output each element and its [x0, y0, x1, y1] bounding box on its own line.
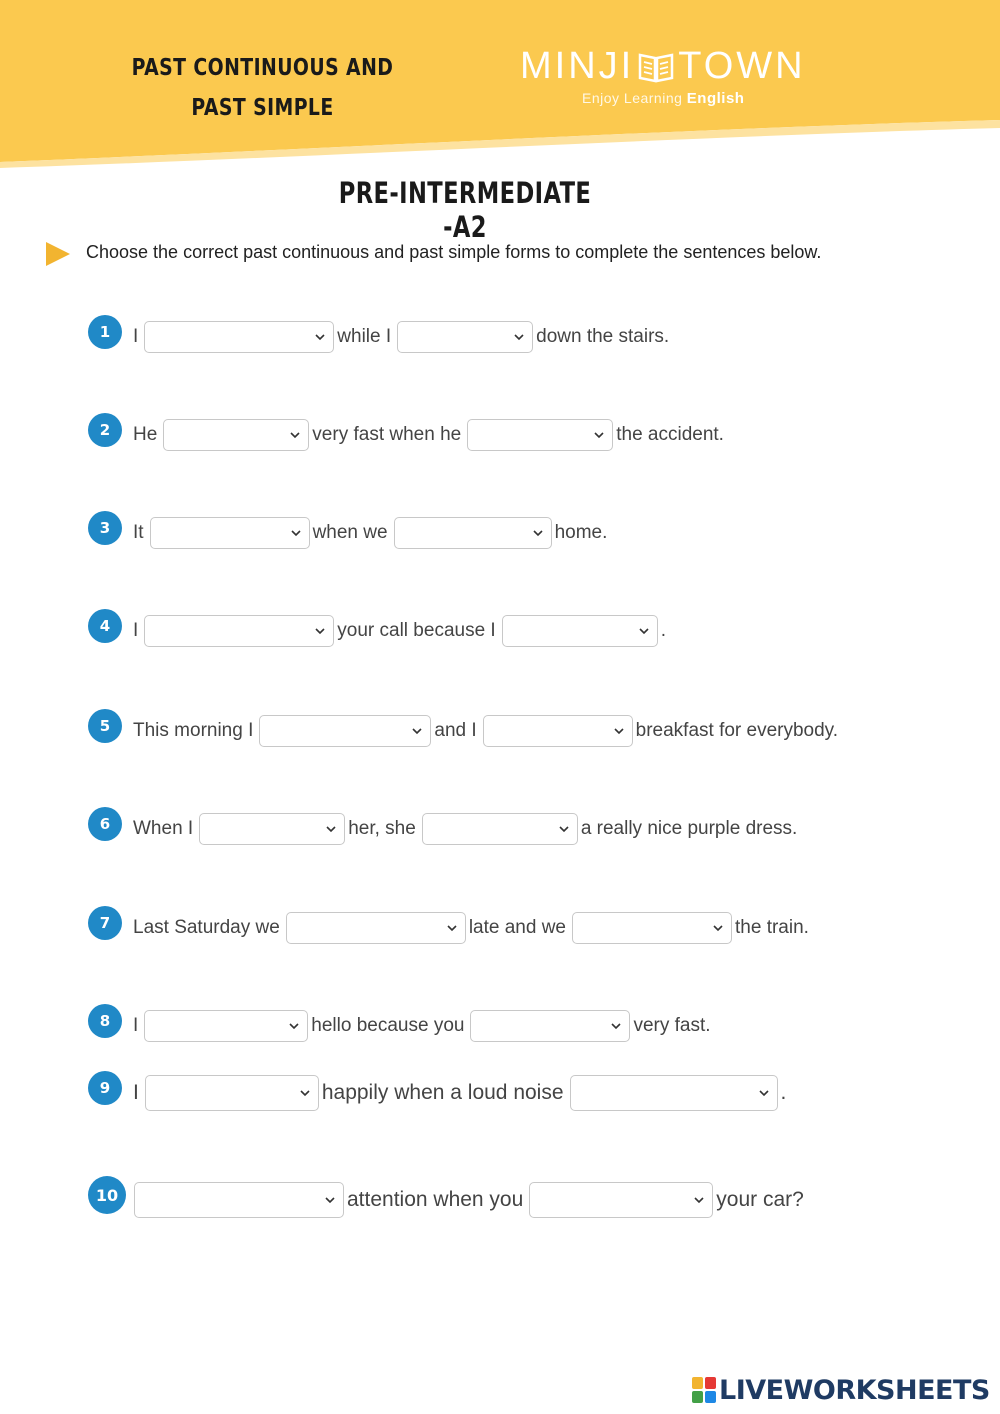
question-7: [88, 908, 815, 948]
answer-dropdown-4a[interactable]: [144, 615, 334, 647]
question-4: [88, 611, 672, 651]
sentence-text: I: [133, 1015, 139, 1036]
brand-tagline: Enjoy Learning English: [582, 90, 745, 107]
question-1: [88, 317, 675, 357]
liveworksheets-text: LIVEWORKSHEETS: [719, 1374, 990, 1406]
sentence-text: .: [660, 620, 666, 641]
brand-name-left: MINJI: [520, 45, 635, 88]
answer-dropdown-1a[interactable]: [144, 321, 334, 353]
sentence-text: a really nice purple dress.: [580, 818, 798, 839]
sentence-text: It: [133, 522, 144, 543]
question-8: [88, 1006, 717, 1046]
chevron-down-icon: [447, 923, 457, 933]
sentence-text: your car?: [716, 1188, 804, 1211]
question-number: 6: [88, 807, 122, 841]
answer-dropdown-10b[interactable]: [529, 1182, 713, 1218]
question-number: 5: [88, 709, 122, 743]
answer-dropdown-10a[interactable]: [134, 1182, 344, 1218]
answer-dropdown-9a[interactable]: [145, 1075, 319, 1111]
sentence-text: Last Saturday we: [133, 917, 280, 938]
chevron-down-icon: [614, 726, 624, 736]
liveworksheets-logo[interactable]: [692, 1372, 990, 1408]
chevron-down-icon: [315, 626, 325, 636]
chevron-down-icon: [713, 923, 723, 933]
chevron-down-icon: [412, 726, 422, 736]
chevron-down-icon: [759, 1088, 769, 1098]
chevron-down-icon: [694, 1195, 704, 1205]
sentence-text: late and we: [468, 917, 566, 938]
sentence-text: breakfast for everybody.: [635, 720, 839, 741]
sentence-text: This morning I: [133, 720, 254, 741]
instruction-text: Choose the correct past continuous and past simple forms to complete the sentences below.: [86, 242, 822, 262]
chevron-down-icon: [639, 626, 649, 636]
question-number: 10: [88, 1176, 126, 1214]
question-6: [88, 809, 803, 849]
sentence-text: very fast when he: [312, 424, 462, 445]
answer-dropdown-3b[interactable]: [394, 517, 552, 549]
chevron-down-icon: [300, 1088, 310, 1098]
answer-dropdown-8b[interactable]: [470, 1010, 630, 1042]
brand-logo: [520, 44, 815, 114]
sentence-text: I: [133, 1081, 139, 1104]
sentence-text: .: [780, 1081, 787, 1104]
question-2: [88, 415, 730, 455]
sentence-text: When I: [133, 818, 194, 839]
sentence-text: when we: [312, 522, 388, 543]
brand-tagline-bold: English: [686, 90, 745, 107]
sentence-text: the accident.: [616, 424, 724, 445]
chevron-down-icon: [325, 1195, 335, 1205]
answer-dropdown-6a[interactable]: [199, 813, 345, 845]
answer-dropdown-2b[interactable]: [467, 419, 613, 451]
answer-dropdown-3a[interactable]: [150, 517, 310, 549]
sentence-text: her, she: [348, 818, 416, 839]
question-10: [88, 1180, 810, 1220]
question-9: [88, 1073, 792, 1113]
level-heading: PRE-INTERMEDIATE -A2: [338, 176, 592, 244]
question-number: 3: [88, 511, 122, 545]
question-5: [88, 711, 844, 751]
question-number: 4: [88, 609, 122, 643]
sentence-text: and I: [434, 720, 477, 741]
answer-dropdown-1b[interactable]: [397, 321, 533, 353]
arrow-right-icon: [45, 241, 71, 267]
sentence-text: very fast.: [633, 1015, 711, 1036]
sentence-text: I: [133, 620, 139, 641]
open-book-icon: [636, 47, 676, 87]
answer-dropdown-7b[interactable]: [572, 912, 732, 944]
chevron-down-icon: [594, 430, 604, 440]
chevron-down-icon: [611, 1021, 621, 1031]
answer-dropdown-6b[interactable]: [422, 813, 578, 845]
answer-dropdown-4b[interactable]: [502, 615, 658, 647]
sentence-text: I: [133, 326, 139, 347]
question-number: 7: [88, 906, 122, 940]
chevron-down-icon: [289, 1021, 299, 1031]
chevron-down-icon: [290, 430, 300, 440]
chevron-down-icon: [559, 824, 569, 834]
answer-dropdown-5b[interactable]: [483, 715, 633, 747]
chevron-down-icon: [533, 528, 543, 538]
sentence-text: down the stairs.: [536, 326, 670, 347]
sentence-text: your call because I: [337, 620, 496, 641]
liveworksheets-icon: [692, 1377, 716, 1403]
sentence-text: happily when a loud noise: [321, 1081, 564, 1104]
sentence-text: attention when you: [347, 1188, 524, 1211]
answer-dropdown-9b[interactable]: [570, 1075, 778, 1111]
question-number: 9: [88, 1071, 122, 1105]
chevron-down-icon: [326, 824, 336, 834]
sentence-text: the train.: [735, 917, 809, 938]
question-number: 2: [88, 413, 122, 447]
worksheet-title: PAST CONTINUOUS AND PAST SIMPLE: [131, 55, 394, 121]
sentence-text: home.: [554, 522, 608, 543]
question-3: [88, 513, 613, 553]
sentence-text: while I: [337, 326, 392, 347]
sentence-text: hello because you: [311, 1015, 465, 1036]
sentence-text: He: [133, 424, 158, 445]
answer-dropdown-2a[interactable]: [163, 419, 309, 451]
answer-dropdown-7a[interactable]: [286, 912, 466, 944]
question-number: 8: [88, 1004, 122, 1038]
question-number: 1: [88, 315, 122, 349]
brand-name-right: TOWN: [678, 45, 806, 88]
answer-dropdown-8a[interactable]: [144, 1010, 308, 1042]
chevron-down-icon: [315, 332, 325, 342]
chevron-down-icon: [291, 528, 301, 538]
answer-dropdown-5a[interactable]: [259, 715, 431, 747]
chevron-down-icon: [514, 332, 524, 342]
